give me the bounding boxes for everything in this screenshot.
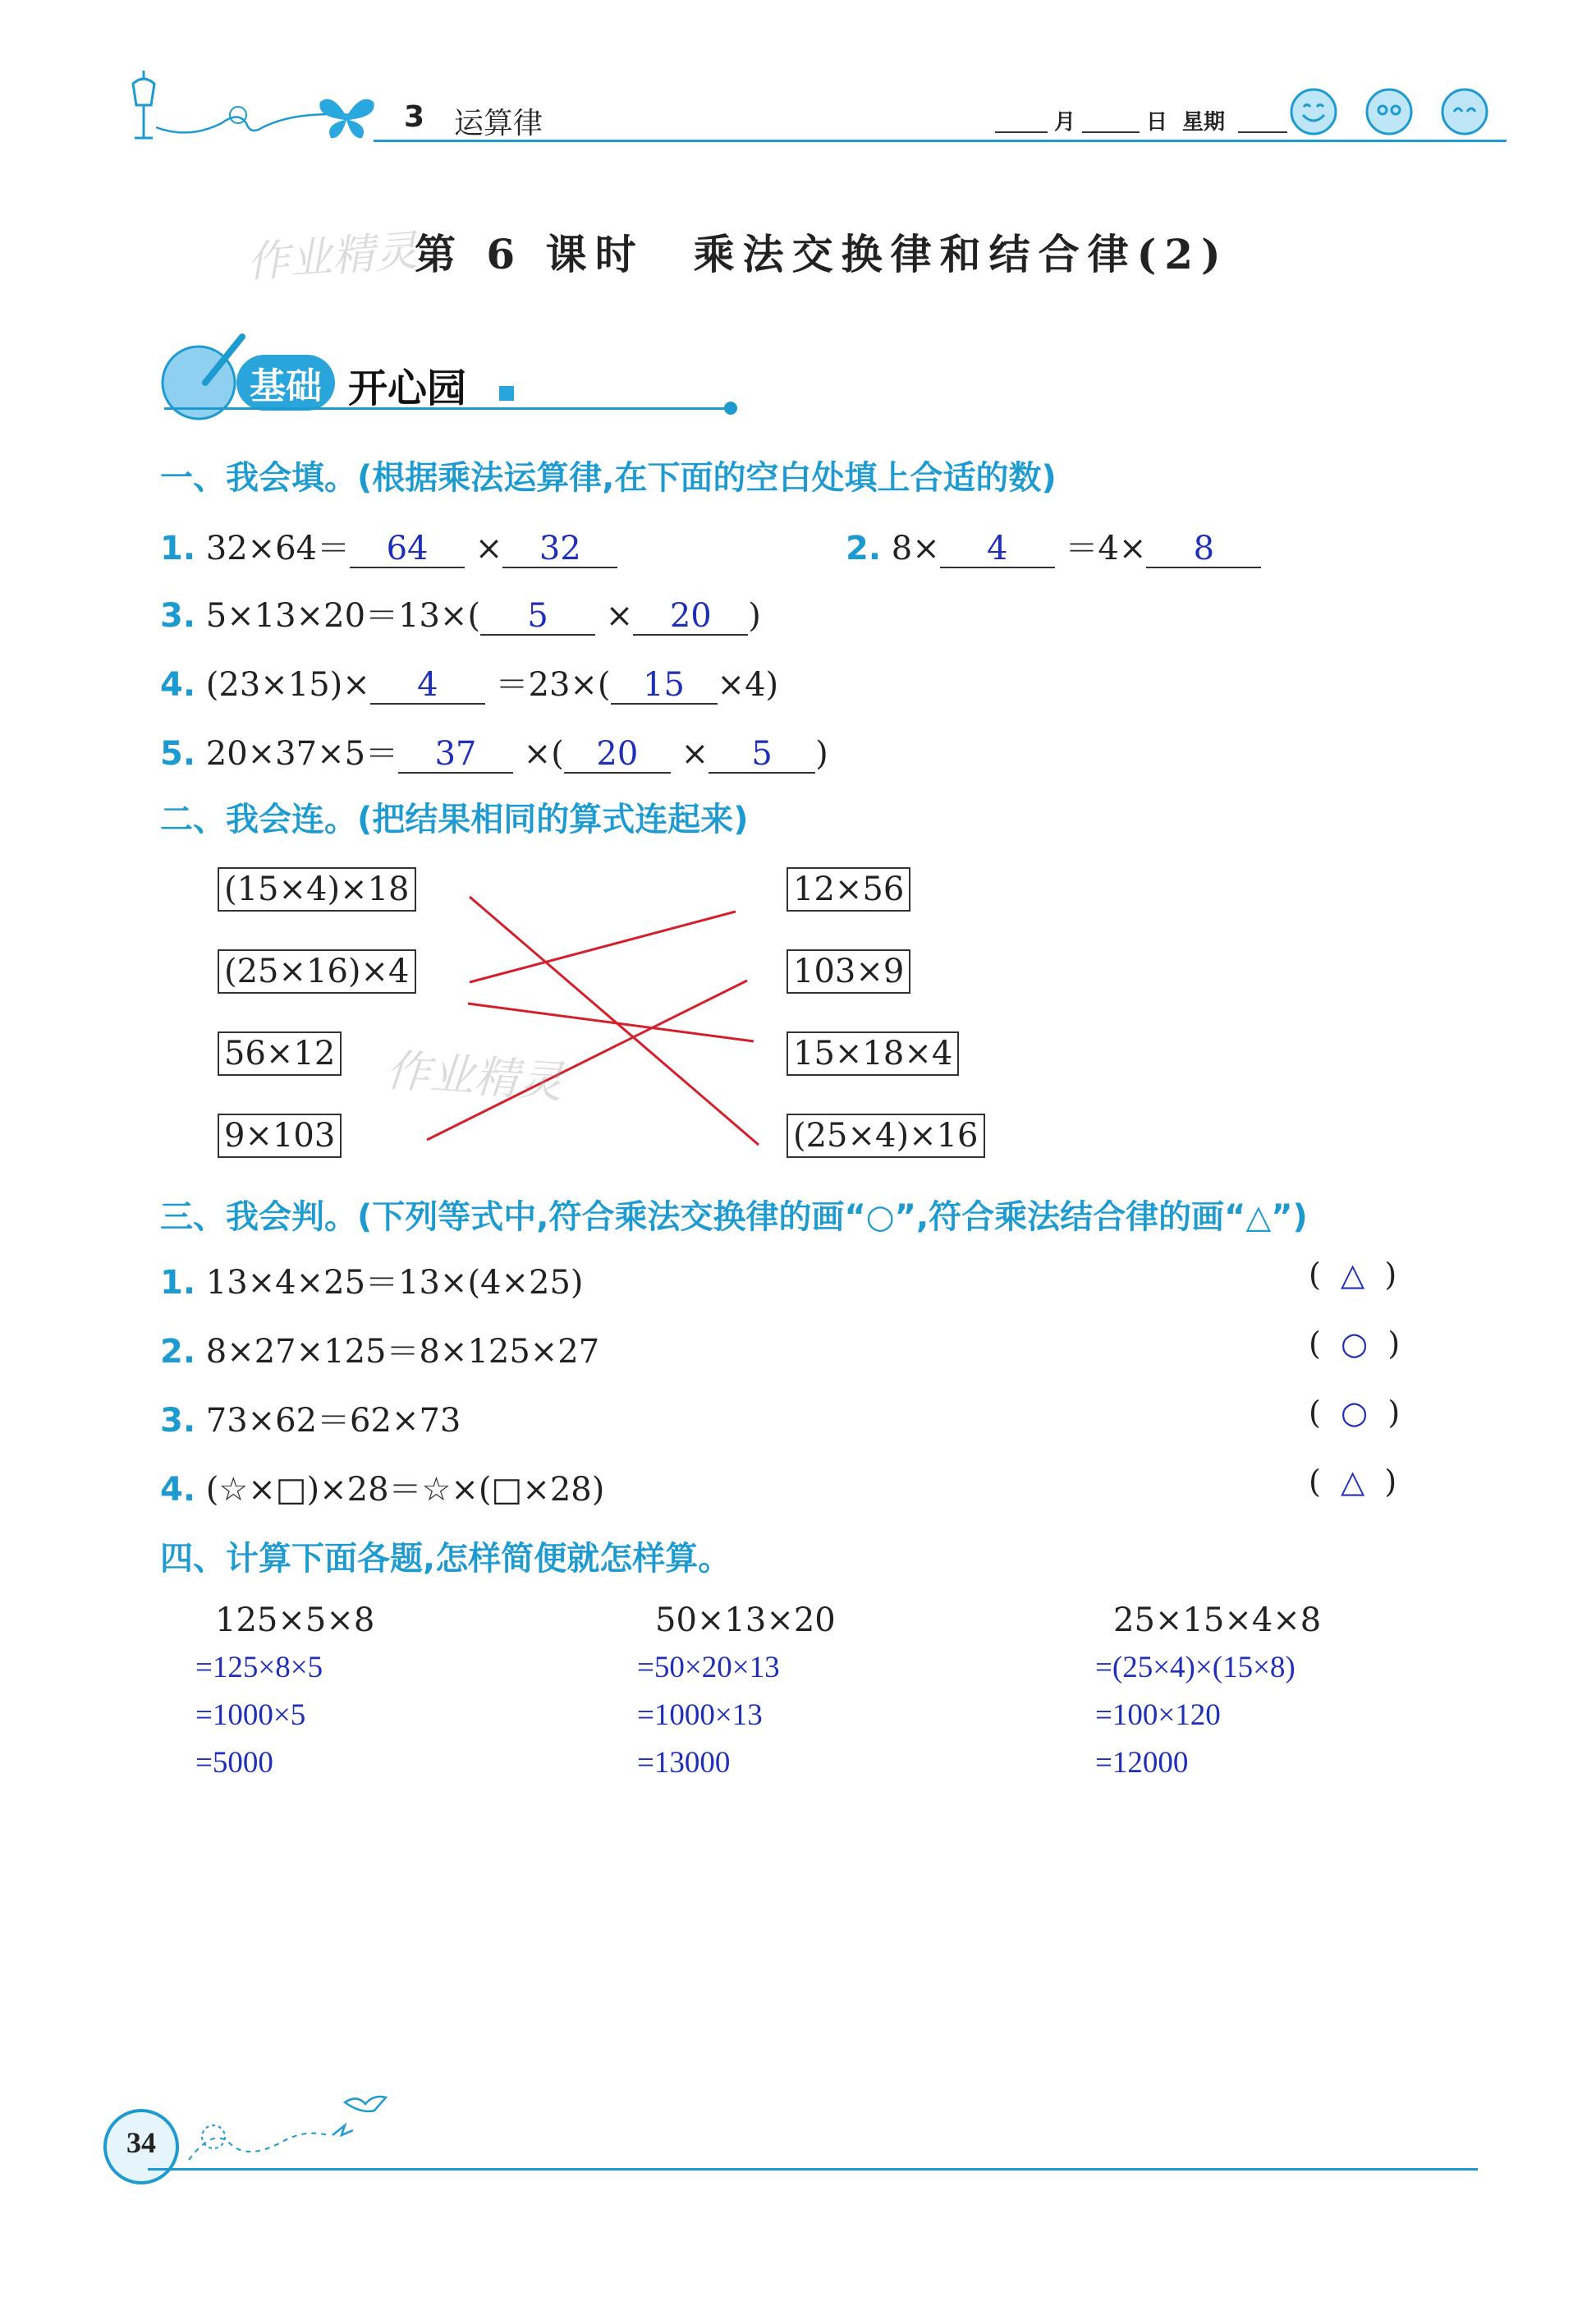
- footer-rule: [148, 2168, 1478, 2171]
- fill-item-3: 3. 5×13×20＝13×( 5 × 20 ): [160, 597, 761, 635]
- judge-item-1: [160, 1256, 584, 1303]
- part3-heading: 三、我会判。(下列等式中,符合乘法交换律的画“○”,符合乘法结合律的画“△”): [160, 1198, 1308, 1236]
- match-right-3[interactable]: 15×18×4: [787, 1031, 959, 1076]
- judge-item-4: [160, 1463, 604, 1510]
- item-number: 1.: [160, 530, 196, 567]
- day-label: 日: [1146, 110, 1168, 135]
- judge-expression: 73×62＝62×73: [205, 1402, 461, 1440]
- fill-item-1: 1. 32×64＝ 64 × 32: [160, 522, 617, 569]
- item-number: 2.: [160, 1333, 196, 1371]
- calc-problem-2: [637, 1601, 836, 1787]
- calc-problem-1: [195, 1601, 374, 1787]
- calc-step[interactable]: =100×120: [1095, 1698, 1221, 1732]
- calc-step[interactable]: =125×8×5: [195, 1651, 323, 1684]
- answer-blank[interactable]: 32: [502, 531, 617, 568]
- match-right-2[interactable]: 103×9: [787, 949, 910, 994]
- page-number: 34: [126, 2126, 156, 2159]
- answer-blank[interactable]: 37: [398, 736, 513, 774]
- lesson-title: 第 6 课时 乘法交换律和结合律(2): [415, 230, 1229, 278]
- calc-step[interactable]: =5000: [195, 1746, 273, 1780]
- match-left-4[interactable]: 9×103: [218, 1114, 342, 1158]
- answer-blank[interactable]: 64: [350, 531, 465, 568]
- judge-answer-1[interactable]: ( △ ): [1309, 1256, 1397, 1293]
- judge-answer-4[interactable]: ( △ ): [1309, 1463, 1397, 1500]
- calc-step[interactable]: =1000×5: [195, 1698, 306, 1732]
- judge-expression: 8×27×125＝8×125×27: [205, 1333, 600, 1371]
- fill-item-5: 5. 20×37×5＝ 37 ×( 20 × 5 ): [160, 735, 828, 773]
- answer-blank[interactable]: 15: [611, 667, 718, 705]
- item-number: 2.: [846, 530, 882, 567]
- part4-heading: 四、计算下面各题,怎样简便就怎样算。: [160, 1540, 732, 1578]
- match-line-2-3: [470, 912, 736, 982]
- match-right-1[interactable]: 12×56: [787, 867, 910, 912]
- fill-item-2: 2. 8× 4 ＝4× 8: [846, 522, 1261, 569]
- banner-badge: 基础: [236, 355, 335, 411]
- item-number: 4.: [160, 666, 196, 704]
- match-line-1-4: [470, 897, 759, 1145]
- answer-blank[interactable]: 20: [633, 598, 748, 636]
- calc-expression: 50×13×20: [655, 1601, 836, 1639]
- calc-step[interactable]: =1000×13: [637, 1698, 763, 1732]
- footer-bird-trail-decoration: [181, 2078, 394, 2168]
- answer-blank[interactable]: 4: [940, 531, 1055, 568]
- calc-step[interactable]: =13000: [637, 1746, 731, 1780]
- judge-expression: (☆×□)×28＝☆×(□×28): [205, 1471, 605, 1509]
- item-number: 1.: [160, 1264, 196, 1302]
- chapter-number: 3: [404, 100, 425, 134]
- fill-item-4: 4. (23×15)× 4 ＝23×( 15 ×4): [160, 666, 779, 704]
- watermark-top: 作业精灵: [245, 226, 420, 288]
- judge-answer-3[interactable]: ( ○ ): [1309, 1394, 1401, 1431]
- calc-expression: 125×5×8: [215, 1601, 375, 1639]
- calc-step[interactable]: =50×20×13: [637, 1651, 780, 1684]
- month-label: 月: [1054, 110, 1076, 135]
- chapter-title: 运算律: [454, 107, 543, 140]
- answer-blank[interactable]: 5: [480, 598, 595, 636]
- calc-problem-3: [1095, 1601, 1321, 1787]
- judge-item-3: [160, 1394, 461, 1441]
- part1-heading: 一、我会填。(根据乘法运算律,在下面的空白处填上合适的数): [160, 459, 1057, 497]
- calc-step[interactable]: =(25×4)×(15×8): [1095, 1651, 1296, 1684]
- item-number: 5.: [160, 735, 196, 773]
- judge-expression: 13×4×25＝13×(4×25): [205, 1264, 584, 1302]
- answer-blank[interactable]: 5: [709, 736, 815, 774]
- match-left-3[interactable]: 56×12: [218, 1031, 342, 1076]
- answer-blank[interactable]: 4: [370, 667, 485, 705]
- match-left-1[interactable]: (15×4)×18: [218, 867, 416, 912]
- answer-blank[interactable]: 8: [1146, 531, 1261, 568]
- item-number: 4.: [160, 1471, 196, 1509]
- watermark-middle: 作业精灵: [383, 1044, 565, 1109]
- match-line-3-1: [468, 1004, 754, 1041]
- part2-heading: 二、我会连。(把结果相同的算式连起来): [160, 801, 749, 838]
- item-number: 3.: [160, 597, 196, 635]
- banner-title: 开心园: [348, 365, 467, 411]
- match-left-2[interactable]: (25×16)×4: [218, 949, 416, 994]
- calc-step[interactable]: =12000: [1095, 1746, 1189, 1780]
- judge-answer-2[interactable]: ( ○ ): [1309, 1325, 1401, 1362]
- calc-expression: 25×15×4×8: [1113, 1601, 1322, 1639]
- match-right-4[interactable]: (25×4)×16: [787, 1114, 985, 1158]
- answer-blank[interactable]: 20: [564, 736, 671, 774]
- weekday-label: 星期: [1182, 110, 1226, 135]
- item-number: 3.: [160, 1402, 196, 1440]
- judge-item-2: [160, 1325, 599, 1372]
